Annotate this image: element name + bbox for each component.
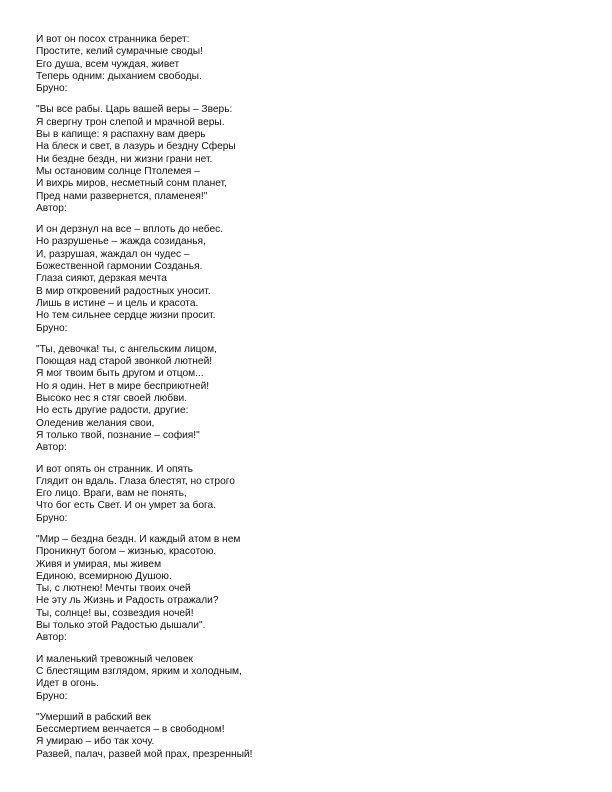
poem-line: Глаза сияют, дерзкая мечта xyxy=(36,273,167,285)
poem-line: Вы в капище: я распахну вам дверь xyxy=(36,129,206,141)
poem-line: Поющая над старой звонкой лютней! xyxy=(36,356,213,368)
poem-line: Не эту ль Жизнь и Радость отражали? xyxy=(36,595,219,607)
poem-line: Но я один. Нет в мире бесприютней! xyxy=(36,380,210,392)
poem-line: И вот он посох странника берет: xyxy=(36,34,190,45)
poem-line: Развей, палач, развей мой прах, презренный! xyxy=(36,748,253,760)
speaker-label: Бруно: xyxy=(36,83,68,95)
poem-line: Бессмертием венчается – в свободном! xyxy=(36,724,225,736)
poem-line: Ты, с лютнею! Мечты твоих очей xyxy=(36,583,191,595)
stanza xyxy=(36,34,576,95)
poem-line: Идет в огонь. xyxy=(36,678,99,690)
stanza xyxy=(36,464,576,525)
poem-line: Живя и умирая, мы живем xyxy=(36,558,162,570)
stanza xyxy=(36,712,576,761)
poem-line: Но разрушенье – жажда созиданья, xyxy=(36,236,206,248)
poem-line: Но тем сильнее сердце жизни просит. xyxy=(36,310,216,322)
speaker-label: Автор: xyxy=(36,442,67,454)
stanza xyxy=(36,104,576,215)
poem-line: "Мир – бездна бездн. И каждый атом в нем xyxy=(36,533,241,545)
stanza xyxy=(36,534,576,645)
stanza xyxy=(36,654,576,703)
poem-line: Что бог есть Свет. И он умрет за бога. xyxy=(36,500,217,512)
poem-line: Божественной гармонии Созданья. xyxy=(36,261,203,273)
poem-line: "Умерший в рабский век xyxy=(36,711,151,723)
poem-page xyxy=(36,34,576,770)
poem-line: Я свергну трон слепой и мрачной веры. xyxy=(36,116,225,128)
poem-line: Я умираю – ибо так хочу. xyxy=(36,736,155,748)
poem-line: На блеск и свет, в лазурь и бездну Сферы xyxy=(36,141,236,153)
poem-line: Пред нами развернется, пламенея!" xyxy=(36,190,208,202)
poem-line: Мы остановим солнце Птолемея – xyxy=(36,165,200,177)
poem-line: Теперь одним: дыханием свободы. xyxy=(36,70,202,82)
poem-line: Глядит он вдаль. Глаза блестят, но строго xyxy=(36,475,235,487)
poem-line: И вихрь миров, несметный сонм планет, xyxy=(36,178,227,190)
poem-line: Ни бездне бездн, ни жизни грани нет. xyxy=(36,153,213,165)
poem-line: Единою, всемирною Душою. xyxy=(36,570,172,582)
poem-line: Я только твой, познание – софия!" xyxy=(36,429,200,441)
poem-line: Лишь в истине – и цель и красота. xyxy=(36,297,199,309)
speaker-label: Бруно: xyxy=(36,322,68,334)
poem-line: "Вы все рабы. Царь вашей веры – Зверь: xyxy=(36,104,233,116)
poem-line: Я мог твоим быть другом и отцом... xyxy=(36,368,204,380)
stanza xyxy=(36,224,576,335)
speaker-label: Автор: xyxy=(36,632,67,644)
speaker-label: Автор: xyxy=(36,202,67,214)
poem-line: В мир откровений радостных уносит. xyxy=(36,285,211,297)
poem-line: Высоко нес я стяг своей любви. xyxy=(36,393,188,405)
poem-line: Вы только этой Радостью дышали". xyxy=(36,620,206,632)
poem-line: Его лицо. Враги, вам не понять, xyxy=(36,488,187,500)
poem-line: И вот опять он странник. И опять xyxy=(36,463,193,475)
poem-line: Оледенив желания свои, xyxy=(36,417,155,429)
poem-line: Ты, солнце! вы, созвездия ночей! xyxy=(36,607,194,619)
poem-line: Простите, келий сумрачные своды! xyxy=(36,46,203,58)
poem-line: И, разрушая, жаждал он чудес – xyxy=(36,248,190,260)
speaker-label: Бруно: xyxy=(36,512,68,524)
poem-line: Проникнут богом – жизнью, красотою. xyxy=(36,546,217,558)
poem-line: И он дерзнул на все – вплоть до небес. xyxy=(36,224,224,236)
poem-line: "Ты, девочка! ты, с ангельским лицом, xyxy=(36,343,217,355)
stanza xyxy=(36,344,576,455)
poem-line: Но есть другие радости, другие: xyxy=(36,405,189,417)
poem-line: И маленький тревожный человек xyxy=(36,653,193,665)
poem-line: С блестящим взглядом, ярким и холодным, xyxy=(36,665,242,677)
speaker-label: Бруно: xyxy=(36,690,68,702)
poem-line: Его душа, всем чуждая, живет xyxy=(36,58,180,70)
